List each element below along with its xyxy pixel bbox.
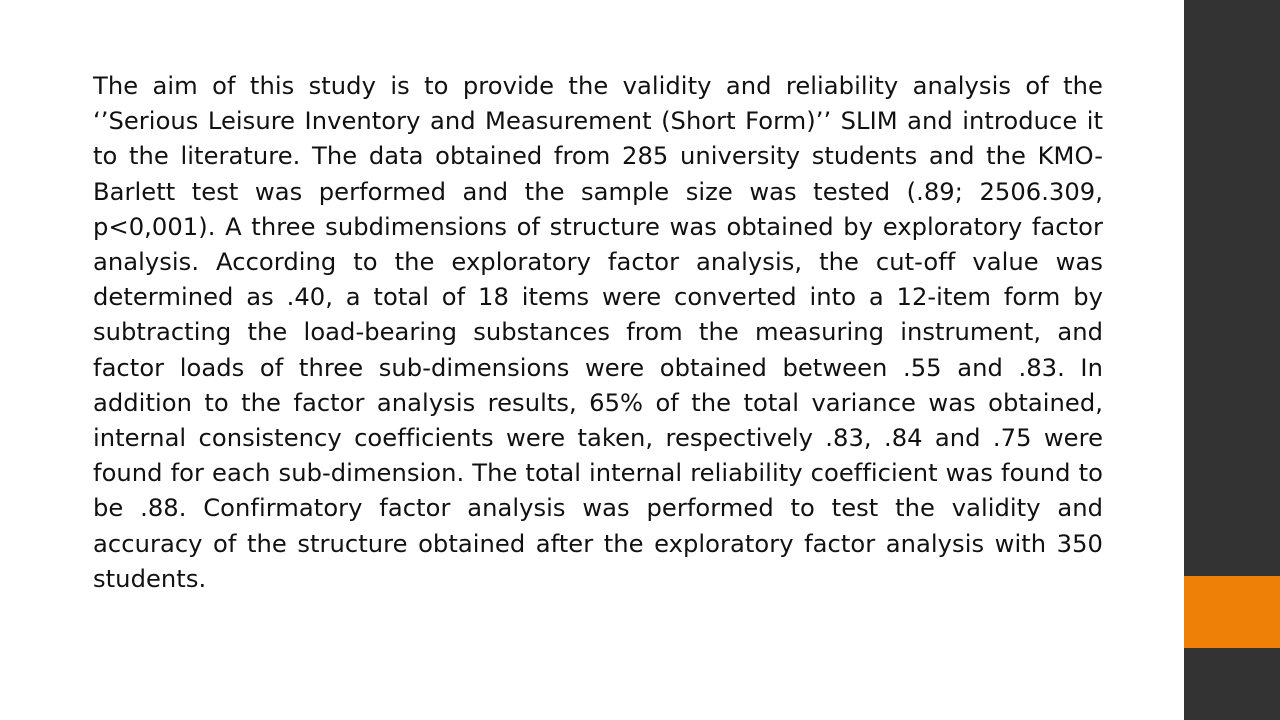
abstract-paragraph: The aim of this study is to provide the validity and reliability analysis of the ‘’Serious Leisure Inventory and Measurement (Short Form)’’ SLIM and introduce it to the literature. The data obtained from 285 university students and the KMO-Barlett test was performed and the sample size was tested (.89; 2506.309, p<0,001). A three subdimensions of structure was obtained by exploratory factor analysis. According to the exploratory factor analysis, the cut-off value was determined as .40, a total of 18 items were converted into a 12-item form by subtracting the load-bearing substances from the measuring instrument, and factor loads of three sub-dimensions were obtained between .55 and .83. In addition to the factor analysis results, 65% of the total variance was obtained, internal consistency coefficients were taken, respectively .83, .84 and .75 were found for each sub-dimension. The total internal reliability coefficient was found to be .88. Confirmatory factor analysis was performed to test the validity and accuracy of the structure obtained after the exploratory factor analysis with 350 students.: [93, 72, 1103, 593]
orange-accent-block: [1184, 576, 1280, 648]
side-decoration-panel: [1184, 0, 1280, 720]
